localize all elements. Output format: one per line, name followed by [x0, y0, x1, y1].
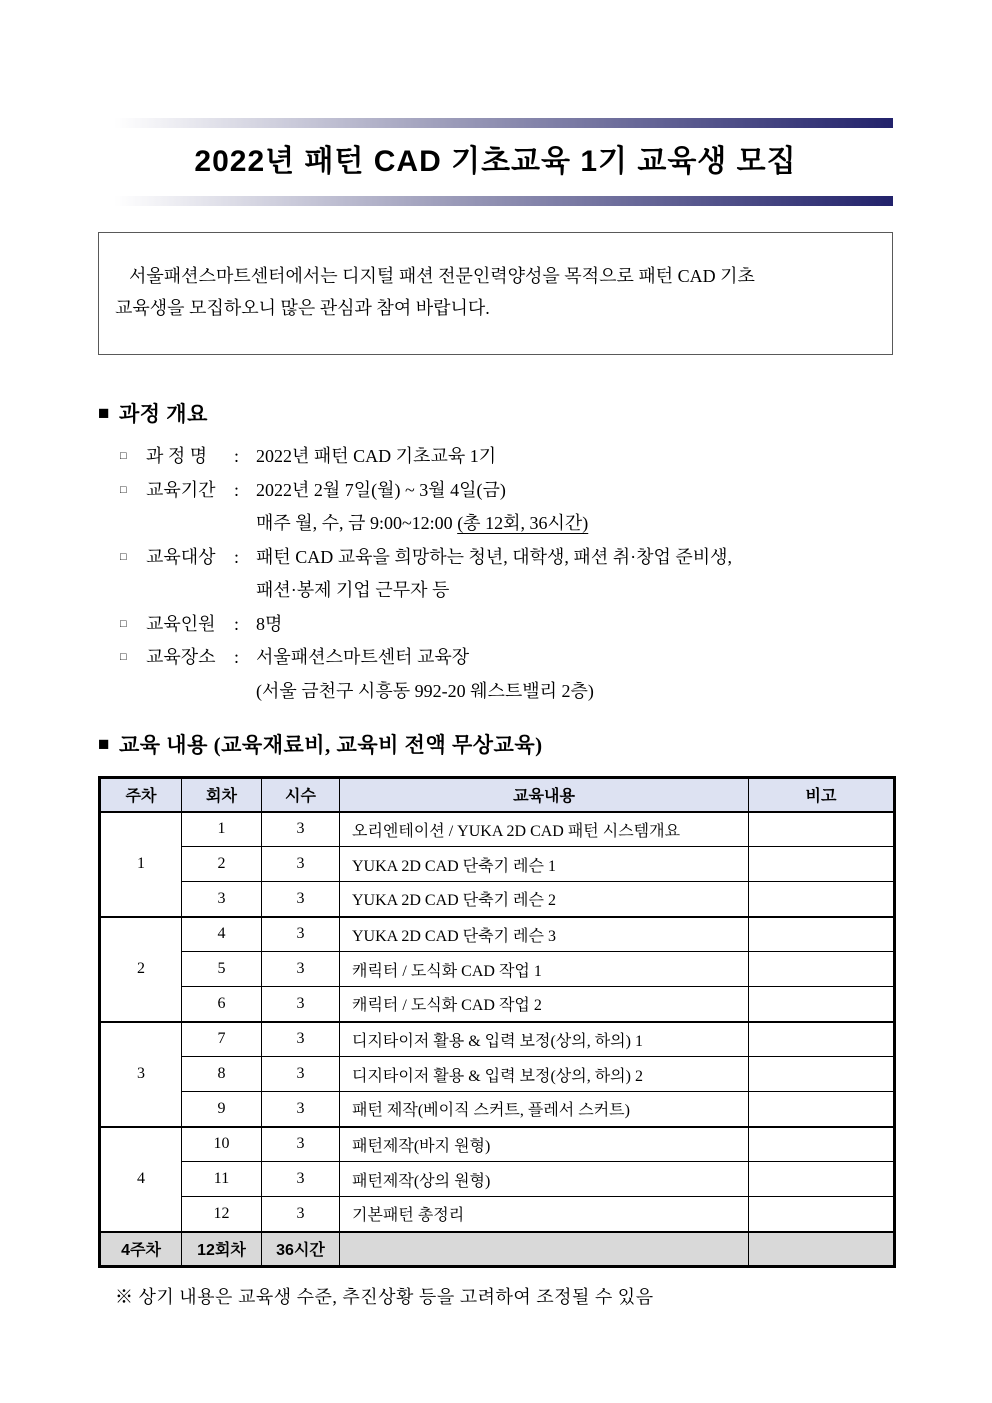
session-cell: 11 [182, 1162, 262, 1197]
hours-cell: 3 [262, 952, 340, 987]
session-cell: 9 [182, 1092, 262, 1127]
note-cell [749, 1092, 895, 1127]
table-row [100, 882, 895, 917]
item-colon: : [234, 647, 240, 667]
table-row [100, 987, 895, 1022]
content-cell: YUKA 2D CAD 단축기 레슨 3 [340, 917, 749, 952]
item-label: 교육장소 [146, 647, 216, 667]
content-cell: 패턴제작(바지 원형) [340, 1127, 749, 1162]
item-label: 과 정 명 [146, 446, 208, 466]
table-row [100, 1057, 895, 1092]
header-content: 교육내용 [340, 778, 749, 812]
title-bottom-bar [98, 196, 893, 206]
session-cell: 3 [182, 882, 262, 917]
item-value: 패션·봉제 기업 근무자 등 [256, 580, 450, 600]
overview-item-course-name [120, 440, 893, 474]
item-value: (서울 금천구 시흥동 992-20 웨스트밸리 2층) [256, 680, 594, 701]
hours-cell: 3 [262, 1162, 340, 1197]
header-week: 주차 [100, 778, 182, 812]
course-table [98, 776, 896, 1268]
title-block [98, 118, 893, 206]
content-cell: 기본패턴 총정리 [340, 1197, 749, 1232]
overview-item-venue [120, 641, 893, 675]
table-row [100, 1127, 895, 1162]
page-title: 2022년 패턴 CAD 기초교육 1기 교육생 모집 [194, 145, 797, 178]
header-hours: 시수 [262, 778, 340, 812]
content-section-title: 교육 내용 (교육재료비, 교육비 전액 무상교육) [118, 733, 543, 757]
session-cell: 1 [182, 812, 262, 847]
hours-cell: 3 [262, 1197, 340, 1232]
overview-item-period-schedule [120, 507, 893, 541]
hours-cell: 3 [262, 1057, 340, 1092]
hollow-square-icon: □ [120, 617, 127, 630]
note-cell [749, 847, 895, 882]
overview-item-target-cont [120, 574, 893, 608]
item-value: 매주 월, 수, 금 9:00~12:00 [256, 513, 458, 533]
table-row [100, 1022, 895, 1057]
session-cell: 7 [182, 1022, 262, 1057]
content-cell: 패턴제작(상의 원형) [340, 1162, 749, 1197]
summary-note-cell [749, 1232, 895, 1267]
item-value-underlined: (총 12회, 36시간) [457, 513, 589, 533]
table-row [100, 812, 895, 847]
note-cell [749, 1057, 895, 1092]
week-cell: 1 [100, 812, 182, 917]
filled-square-icon: ■ [98, 733, 110, 755]
header-session: 회차 [182, 778, 262, 812]
session-cell: 4 [182, 917, 262, 952]
hours-cell: 3 [262, 847, 340, 882]
table-row [100, 1162, 895, 1197]
content-cell: 캐릭터 / 도식화 CAD 작업 2 [340, 987, 749, 1022]
item-value: 2022년 2월 7일(월) ~ 3월 4일(금) [256, 479, 506, 500]
title-top-bar [98, 118, 893, 128]
content-cell: 패턴 제작(베이직 스커트, 플레서 스커트) [340, 1092, 749, 1127]
summary-row [100, 1232, 895, 1267]
header-note: 비고 [749, 778, 895, 812]
summary-content-cell [340, 1232, 749, 1267]
item-colon: : [234, 479, 240, 500]
table-row [100, 1092, 895, 1127]
overview-item-target [120, 541, 893, 575]
note-cell [749, 952, 895, 987]
hours-cell: 3 [262, 1127, 340, 1162]
overview-list [98, 440, 893, 708]
session-cell: 5 [182, 952, 262, 987]
session-cell: 8 [182, 1057, 262, 1092]
hours-cell: 3 [262, 812, 340, 847]
content-cell: YUKA 2D CAD 단축기 레슨 1 [340, 847, 749, 882]
content-cell: YUKA 2D CAD 단축기 레슨 2 [340, 882, 749, 917]
overview-item-period [120, 474, 893, 508]
overview-item-capacity [120, 608, 893, 642]
overview-section-header [98, 398, 893, 428]
table-row [100, 952, 895, 987]
hours-cell: 3 [262, 987, 340, 1022]
overview-section-title: 과정 개요 [118, 402, 208, 426]
note-cell [749, 1127, 895, 1162]
item-value: 8명 [256, 613, 283, 634]
note-cell [749, 1162, 895, 1197]
intro-line-2: 교육생을 모집하오니 많은 관심과 참여 바랍니다. [115, 298, 490, 318]
summary-session-cell: 12회차 [182, 1232, 262, 1267]
item-label: 교육인원 [146, 613, 216, 634]
content-cell: 캐릭터 / 도식화 CAD 작업 1 [340, 952, 749, 987]
content-cell: 디지타이저 활용 & 입력 보정(상의, 하의) 2 [340, 1057, 749, 1092]
intro-line-1: 서울패션스마트센터에서는 디지털 패션 전문인력양성을 목적으로 패턴 CAD 기초 [129, 266, 755, 286]
table-note: ※ 상기 내용은 교육생 수준, 추진상황 등을 고려하여 조정될 수 있음 [115, 1287, 654, 1307]
hours-cell: 3 [262, 1092, 340, 1127]
content-section [98, 729, 893, 1309]
hollow-square-icon: □ [120, 483, 127, 496]
hours-cell: 3 [262, 917, 340, 952]
hollow-square-icon: □ [120, 651, 127, 663]
overview-section [98, 398, 893, 708]
item-colon: : [234, 446, 240, 466]
item-value: 2022년 패턴 CAD 기초교육 1기 [256, 446, 497, 466]
note-cell [749, 1022, 895, 1057]
note-cell [749, 987, 895, 1022]
note-cell [749, 882, 895, 917]
session-cell: 2 [182, 847, 262, 882]
item-label: 교육대상 [146, 546, 216, 567]
intro-box [98, 232, 893, 355]
content-cell: 오리엔테이션 / YUKA 2D CAD 패턴 시스템개요 [340, 812, 749, 847]
summary-week-cell: 4주차 [100, 1232, 182, 1267]
session-cell: 12 [182, 1197, 262, 1232]
content-section-header [98, 729, 893, 759]
week-cell: 3 [100, 1022, 182, 1127]
table-header-row [100, 778, 895, 812]
hours-cell: 3 [262, 882, 340, 917]
note-cell [749, 812, 895, 847]
week-cell: 4 [100, 1127, 182, 1232]
content-cell: 디지타이저 활용 & 입력 보정(상의, 하의) 1 [340, 1022, 749, 1057]
item-value: 패턴 CAD 교육을 희망하는 청년, 대학생, 패션 취·창업 준비생, [256, 546, 733, 567]
filled-square-icon: ■ [98, 402, 110, 424]
note-cell [749, 917, 895, 952]
item-colon: : [234, 613, 240, 634]
hollow-square-icon: □ [120, 450, 127, 462]
hollow-square-icon: □ [120, 550, 127, 563]
week-cell: 2 [100, 917, 182, 1022]
table-row [100, 847, 895, 882]
table-row [100, 917, 895, 952]
item-colon: : [234, 546, 240, 567]
summary-hours-cell: 36시간 [262, 1232, 340, 1267]
note-cell [749, 1197, 895, 1232]
item-label: 교육기간 [146, 479, 216, 500]
item-value: 서울패션스마트센터 교육장 [256, 647, 470, 667]
hours-cell: 3 [262, 1022, 340, 1057]
overview-item-venue-address [120, 675, 893, 709]
table-row [100, 1197, 895, 1232]
session-cell: 6 [182, 987, 262, 1022]
session-cell: 10 [182, 1127, 262, 1162]
